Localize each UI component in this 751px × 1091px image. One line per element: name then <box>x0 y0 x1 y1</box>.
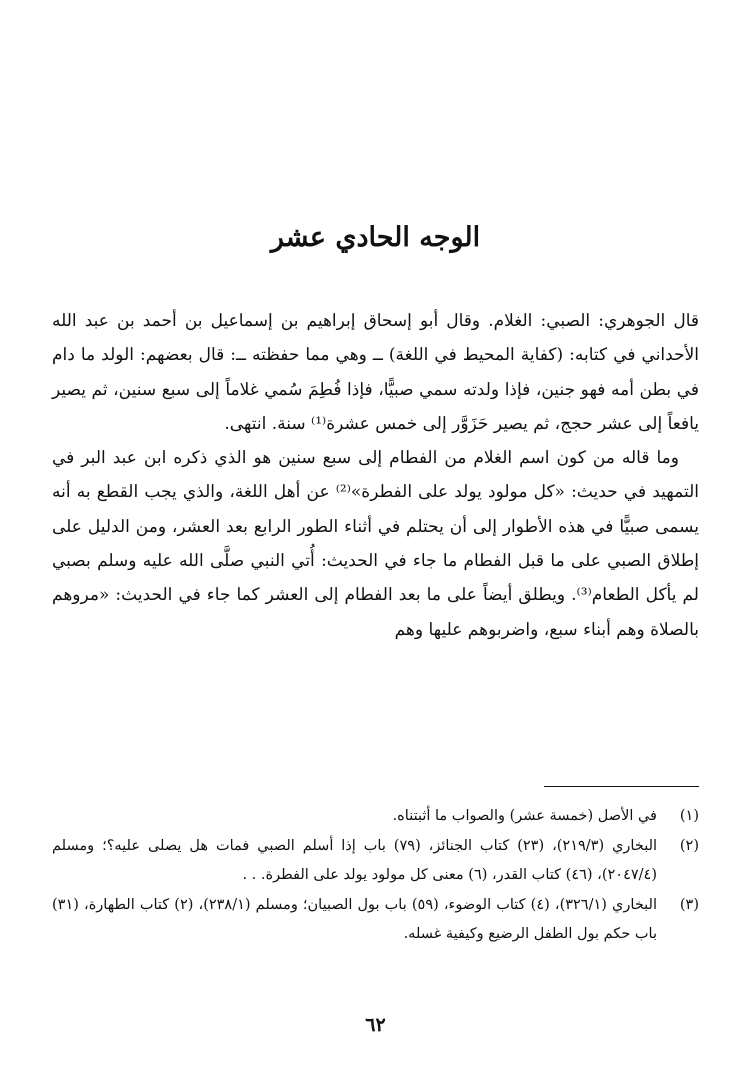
footnote-text: البخاري (٢١٩/٣)، (٢٣) كتاب الجنائز، (٧٩) باب إذا أسلم الصبي فمات هل يصلى عليه؟؛ ومسلم (٢٠٤٧/٤)، (٤٦) كتاب القدر، (٦) معنى كل مولود يولد على الفطرة. . . <box>52 838 658 883</box>
footnote-number: (٣) <box>679 897 699 913</box>
footnote-text: في الأصل (خمسة عشر) والصواب ما أثبتناه. <box>392 808 657 824</box>
footnote-number: (٢) <box>679 838 699 854</box>
footnote-1 <box>52 802 699 831</box>
page-number: ٦٢ <box>365 1014 386 1036</box>
footnote-number: (١) <box>679 808 699 824</box>
footnotes <box>52 802 699 950</box>
paragraph-2: وما قاله من كون اسم الغلام من الفطام إلى سبع سنين هو الذي ذكره ابن عبد البر في التمهيد في حديث: «كل مولود يولد على الفطرة»⁽²⁾ عن أهل اللغة، والذي يجب القطع به أنه يسمى صبيًّا في هذه الأطوار إلى أن يحتلم في أثناء الطور الرابع بعد العشر، ومن الدليل على إطلاق الصبي على ما قبل الفطام ما جاء في الحديث: أُتي النبي صلَّى الله عليه وسلم بصبي لم يأكل الطعام⁽³⁾. ويطلق أيضاً على ما بعد الفطام إلى العشر كما جاء في الحديث: «مروهم بالصلاة وهم أبناء سبع، واضربوهم عليها وهم <box>52 448 699 640</box>
main-text <box>52 304 699 647</box>
footnote-2 <box>52 832 699 890</box>
footnote-3 <box>52 891 699 949</box>
footnote-separator <box>544 786 699 787</box>
section-heading: الوجه الحادي عشر <box>270 222 481 253</box>
footnote-text: البخاري (٣٢٦/١)، (٤) كتاب الوضوء، (٥٩) باب بول الصبيان؛ ومسلم (٢٣٨/١)، (٢) كتاب الطهارة، (٣١) باب حكم بول الطفل الرضيع وكيفية غسله. <box>52 897 657 942</box>
paragraph-1: قال الجوهري: الصبي: الغلام. وقال أبو إسحاق إبراهيم بن إسماعيل بن أحمد بن عبد الله الأحداني في كتابه: (كفاية المحيط في اللغة) ــ وهي مما حفظته ــ: قال بعضهم: الولد ما دام في بطن أمه فهو جنين، فإذا ولدته سمي صبيًّا، فإذا فُطِمَ سُمي غلاماً إلى سبع سنين، ثم يصير يافعاً إلى عشر حجج، ثم يصير حَزَوَّر إلى خمس عشرة⁽¹⁾ سنة. انتهى. <box>52 311 699 434</box>
